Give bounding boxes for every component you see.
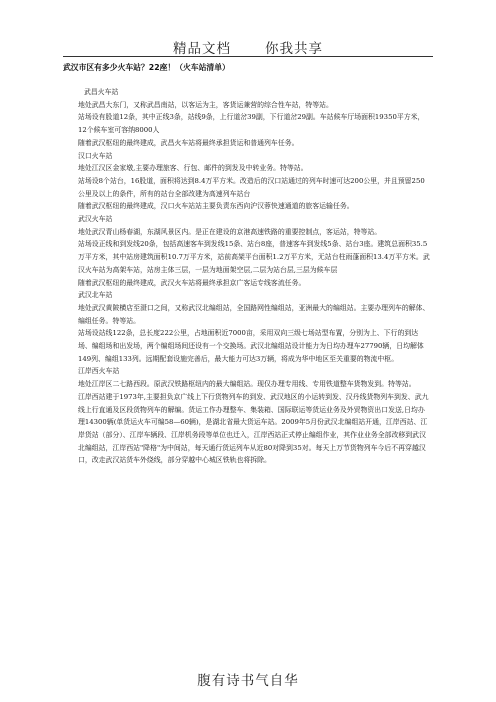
paragraph: 地处武汉黄陂横店至滠口之间，又称武汉北编组站，全国路网性编组站，亚洲最大的编组站。主要办理列车的解体、编组任务。特等站。 — [78, 303, 430, 325]
paragraph: 地处武汉青山杨春湖，东湖风景区内。是正在建设的京港高速铁路的重要控制点，客运站，特等站。 — [78, 227, 382, 236]
section-heading: 武汉火车站 — [78, 215, 113, 224]
header-right-text: 你我共享 — [265, 41, 323, 57]
page-footer: 腹有诗书气自华 — [197, 673, 299, 689]
paragraph: 地处武昌大东门，又称武昌南站，以客运为主，客货运兼营的综合性车站，特等站。 — [78, 100, 333, 109]
paragraph: 地处江岸区二七路西段。原武汉铁路枢纽内的最大编组站。现仅办理专用线、专用铁道整车货物发到。特等站。 — [78, 380, 416, 389]
document-title: 武汉市区有多少火车站？22座！（火车站清单） — [63, 63, 230, 72]
page-header — [0, 37, 496, 57]
paragraph: 站场设正线和到发线20条，包括高速客车到发线15条、站台8座，普速客车到发线5条、站台3座。建筑总面积35.5万平方米，其中站房建筑面积10.7万平方米，站前高架平台面积1.2万平方米，无站台柱雨蓬面积13.4万平方米。武汉火车站为高架车站，站房主体三层，一层为地面架空层,二层为站台层,三层为候车层 — [78, 240, 430, 274]
paragraph: 站场设有股道12条，其中正线3条，站线9条，上行道岔39副，下行道岔29副。车站候车厅场面积19350平方米，12个候车室可容纳8000人 — [78, 113, 425, 135]
paragraph: 站场设8个站台，16股道，面积将达到8.4万平方米。改造后的汉口站通过的列车时速可达200公里，并且预留250公里及以上的条件，所有的站台全部改建为高速列车站台 — [78, 176, 425, 198]
section-heading: 武汉北车站 — [78, 291, 113, 300]
paragraph: 地处江汉区金家墩,主要办理旅客、行包、邮件的到发及中转业务。特等站。 — [78, 164, 308, 173]
header-rule — [63, 56, 433, 57]
header-left-text: 精品文档 — [173, 41, 231, 57]
section-heading: 江岸西火车站 — [78, 367, 120, 376]
document-body — [78, 86, 430, 467]
paragraph: 随着武汉枢纽的最终建成，武汉火车站将最终承担京广客运专线客流任务。 — [78, 278, 306, 287]
section-heading: 汉口火车站 — [78, 151, 113, 160]
section-heading: 武昌火车站 — [84, 88, 119, 96]
paragraph: 江岸西站建于1973年,主要担负京广线上下行货物列车的到发、武汉地区的小运转到发、汉丹线货物列车到发、武九线上行直通及区段货物列车的解编。货运工作办理整车、集装箱、国际联运等货运业务及外贸物资出口发送,日均办理14300辆(单货运火车可编58—60辆)，是湖北省最大货运车站。2009年5月份武汉北编组站开通，江岸西站、江岸货站（部分）、江岸车辆段、江岸机务段等单位也迁入，江岸西站正式停止编组作业，其作业业务全部改移到武汉北编组站，江岸西站"降格"为中间站，每天通行货运列车从近80对降到35对。每天上万节货物列车今后不再穿越汉口，改走武汉站货车外绕线，部分穿越中心城区铁轨也将拆除。 — [78, 392, 429, 465]
paragraph: 随着武汉枢纽的最终建成，汉口火车站站主要负责东西向沪汉蓉快速通道的旅客运输任务。 — [78, 202, 354, 211]
paragraph: 站场设站线122条，总长度222公里，占地面积近7000亩，采用双向三级七场站型布置，分别为上、下行的到达场、编组场和出发场，两个编组场间还设有一个交换场。武汉北编组站设计能力为日均办理车27790辆，日均解体149列、编组133列。远期配套设施完善后，最大能力可达3万辆，将成为华中地区至关重要的物流中枢。 — [78, 329, 424, 363]
paragraph: 随着武汉枢纽的最终建成，武昌火车站将最终承担货运和普通列车任务。 — [78, 138, 299, 147]
